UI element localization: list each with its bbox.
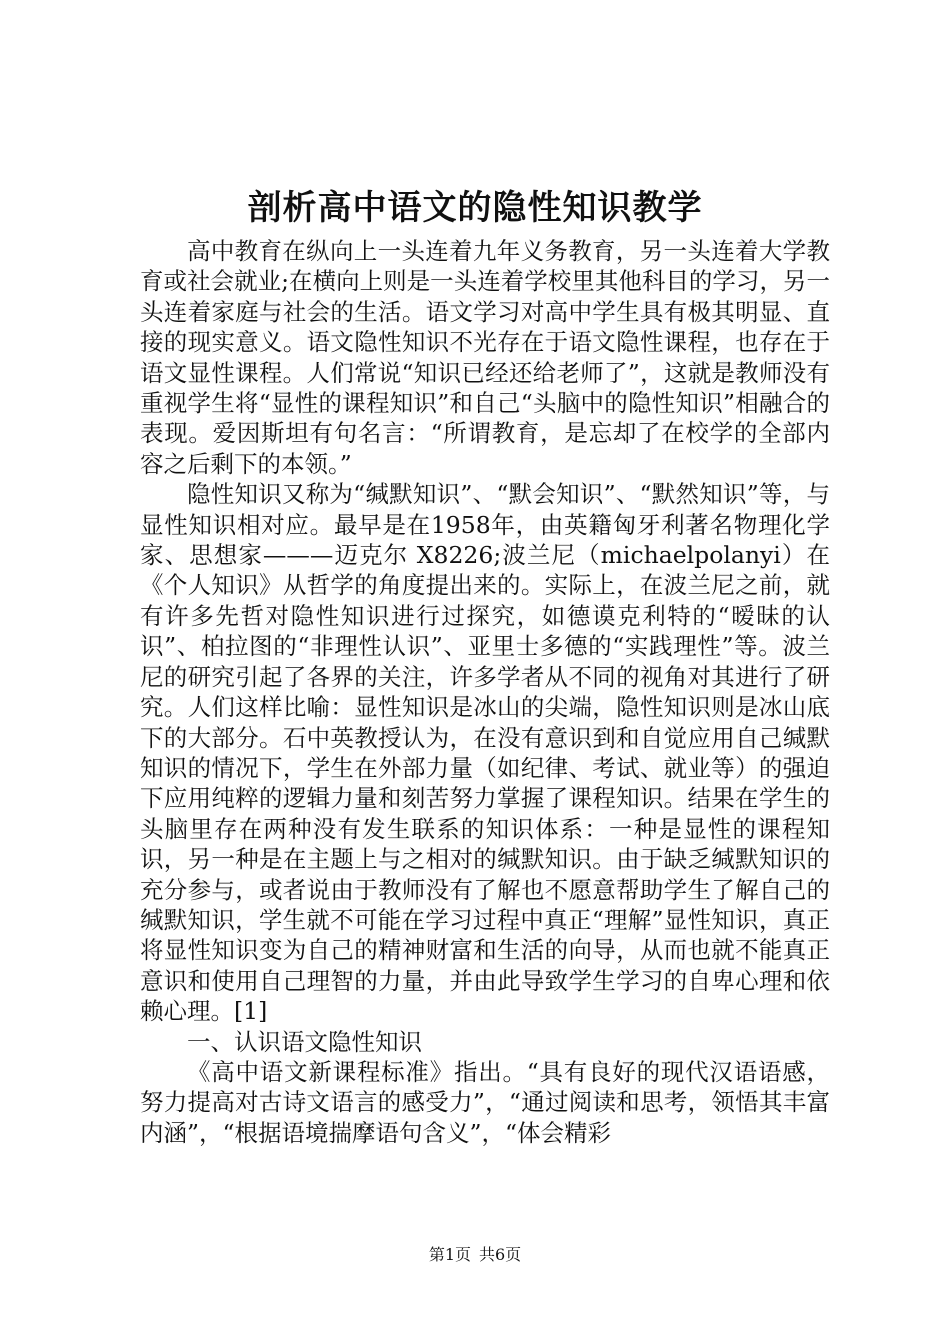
page-footer bbox=[0, 1244, 950, 1266]
document-title: 剖析高中语文的隐性知识教学 bbox=[247, 188, 703, 228]
paragraph-curriculum-standard: 《高中语文新课程标准》指出。“具有良好的现代汉语语感，努力提高对古诗文语言的感受力”，“通过阅读和思考，领悟其丰富内涵”，“根据语境揣摩语句含义”，“体会精彩 bbox=[140, 1057, 830, 1147]
page-total: 共6页 bbox=[479, 1245, 522, 1264]
document-body bbox=[140, 236, 830, 1148]
paragraph-tacit-knowledge: 隐性知识又称为“缄默知识”、“默会知识”、“默然知识”等，与显性知识相对应。最早是在1958年，由英籍匈牙利著名物理化学家、思想家———迈克尔 X8226;波兰尼（michaelpolanyi）在《个人知识》从哲学的角度提出来的。实际上，在波兰尼之前，就有许多先哲对隐性知识进行过探究，如德谟克利特的“暧昧的认识”、柏拉图的“非理性认识”、亚里士多德的“实践理性”等。波兰尼的研究引起了各界的关注，许多学者从不同的视角对其进行了研究。人们这样比喻：显性知识是冰山的尖端，隐性知识则是冰山底下的大部分。石中英教授认为，在没有意识到和自觉应用自己缄默知识的情况下，学生在外部力量（如纪律、考试、就业等）的强迫下应用纯粹的逻辑力量和刻苦努力掌握了课程知识。结果在学生的头脑里存在两种没有发生联系的知识体系：一种是显性的课程知识，另一种是在主题上与之相对的缄默知识。由于缺乏缄默知识的充分参与，或者说由于教师没有了解也不愿意帮助学生了解自己的缄默知识，学生就不可能在学习过程中真正“理解”显性知识，真正将显性知识变为自己的精神财富和生活的向导，从而也就不能真正意识和使用自己理智的力量，并由此导致学生学习的自卑心理和依赖心理。[1] bbox=[140, 480, 830, 1026]
paragraph-intro: 高中教育在纵向上一头连着九年义务教育，另一头连着大学教育或社会就业;在横向上则是一头连着学校里其他科目的学习，另一头连着家庭与社会的生活。语文学习对高中学生具有极其明显、直接的现实意义。语文隐性知识不光存在于语文隐性课程，也存在于语文显性课程。人们常说“知识已经还给老师了”，这就是教师没有重视学生将“显性的课程知识”和自己“头脑中的隐性知识”相融合的表现。爱因斯坦有句名言：“所谓教育，是忘却了在校学的全部内容之后剩下的本领。” bbox=[140, 237, 830, 478]
page-number: 第1页 bbox=[428, 1245, 471, 1264]
section-heading-1: 一、认识语文隐性知识 bbox=[187, 1027, 422, 1056]
